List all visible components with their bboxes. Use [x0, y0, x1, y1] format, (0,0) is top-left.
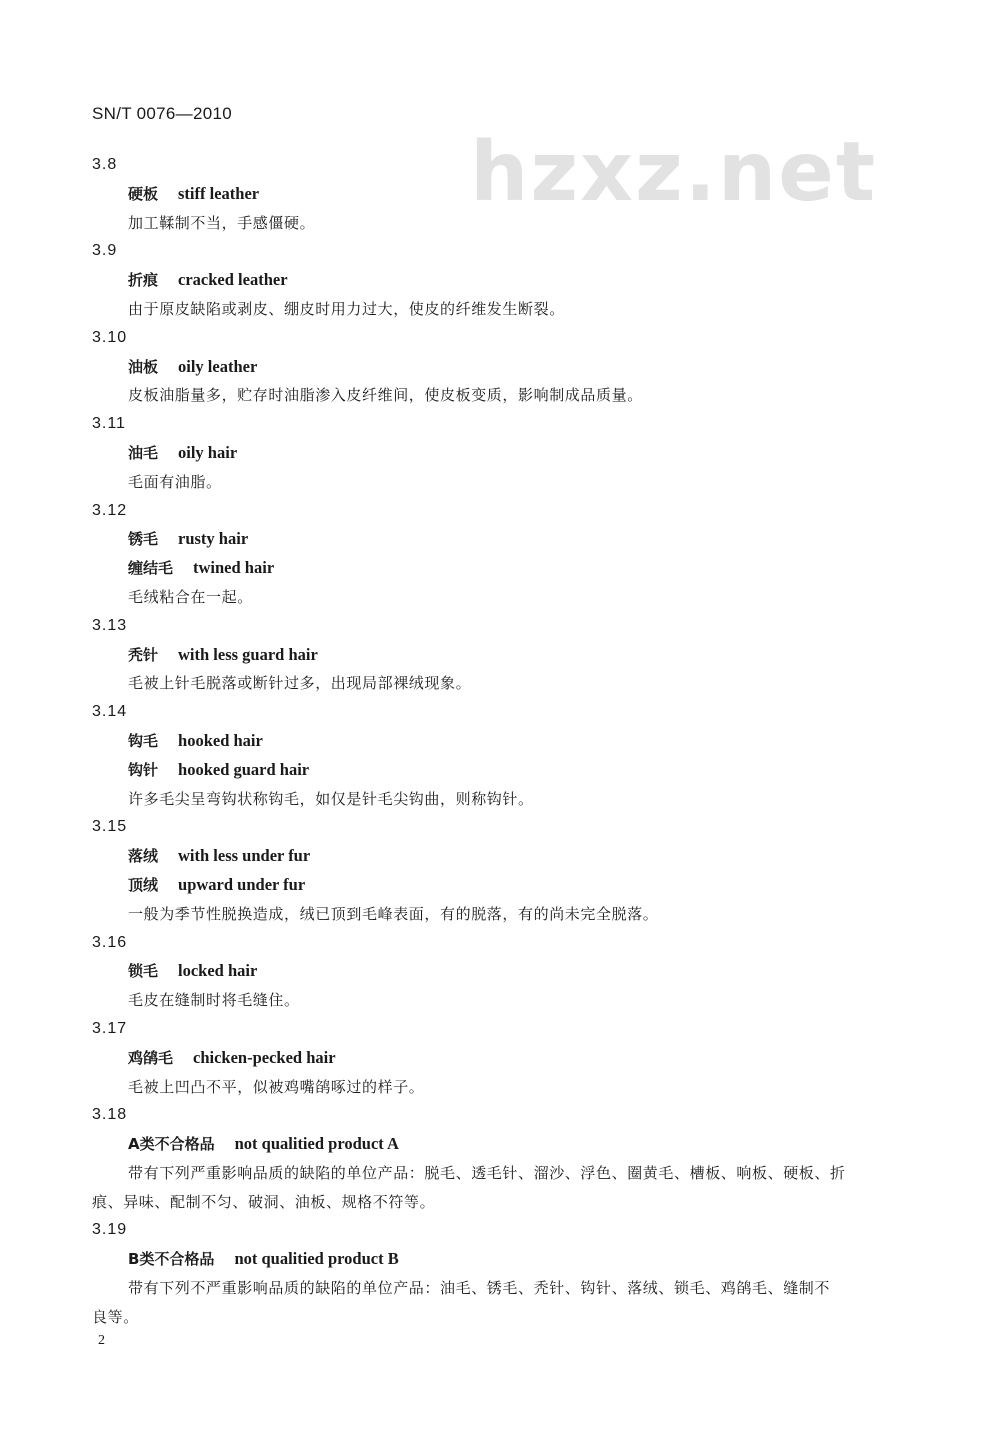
term-chinese: 油毛 [128, 443, 159, 462]
term-chinese: 钩针 [128, 760, 159, 779]
term-line [128, 1245, 399, 1274]
definition-line: 许多毛尖呈弯钩状称钩毛，如仅是针毛尖钩曲，则称钩针。 [128, 789, 534, 808]
term-line [128, 180, 259, 209]
term-chinese: 锈毛 [128, 530, 159, 549]
definition-line: 皮板油脂量多，贮存时油脂渗入皮纤维间，使皮板变质，影响制成品质量。 [128, 386, 643, 405]
entry-number: 3.16 [92, 933, 128, 951]
entry-number: 3.18 [92, 1106, 128, 1124]
term-chinese: 顶绒 [128, 875, 159, 894]
term-english: locked hair [178, 961, 258, 981]
term-chinese: 折痕 [128, 271, 159, 290]
term-line [128, 756, 309, 785]
terms-definitions-list [0, 151, 1000, 1332]
term-line [128, 871, 305, 900]
term-chinese: 油板 [128, 357, 159, 376]
definition-line: 一般为季节性脱换造成，绒已顶到毛峰表面，有的脱落，有的尚未完全脱落。 [128, 904, 659, 923]
definition-line: 由于原皮缺陷或剥皮、绷皮时用力过大，使皮的纤维发生断裂。 [128, 299, 565, 318]
term-chinese: 缠结毛 [128, 559, 174, 578]
entry-number: 3.15 [92, 818, 128, 836]
term-chinese: 秃针 [128, 645, 159, 664]
term-english: oily leather [178, 356, 258, 376]
term-chinese: B类不合格品 [128, 1250, 215, 1269]
term-line [128, 641, 318, 670]
term-chinese: 鸡鹐毛 [128, 1048, 174, 1067]
term-chinese: 硬板 [128, 184, 159, 203]
term-english: oily hair [178, 442, 238, 462]
page-number: 2 [98, 1333, 105, 1348]
term-line [128, 957, 257, 986]
entry-number: 3.19 [92, 1221, 128, 1239]
term-english: twined hair [193, 558, 275, 578]
definition-line: 良等。 [92, 1307, 139, 1326]
term-english: upward under fur [178, 874, 306, 894]
term-english: rusty hair [178, 529, 249, 549]
document-code-header: SN/T 0076—2010 [92, 104, 232, 123]
entry-number: 3.9 [92, 242, 118, 260]
term-english: cracked leather [178, 270, 288, 290]
definition-line: 毛被上凹凸不平，似被鸡嘴鹐啄过的样子。 [128, 1077, 425, 1096]
term-english: hooked guard hair [178, 759, 310, 779]
definition-line: 加工鞣制不当，手感僵硬。 [128, 213, 316, 232]
definition-line: 毛面有油脂。 [128, 472, 222, 491]
definition-line: 带有下列不严重影响品质的缺陷的单位产品：油毛、锈毛、秃针、钩针、落绒、锁毛、鸡鹐毛、缝制不 [128, 1279, 831, 1298]
watermark: hzxz.net [470, 125, 878, 220]
term-line [128, 842, 310, 871]
definition-line: 毛皮在缝制时将毛缝住。 [128, 991, 300, 1010]
term-chinese: 落绒 [128, 847, 159, 866]
entry-number: 3.13 [92, 616, 128, 634]
entry-number: 3.12 [92, 501, 128, 519]
term-chinese: A类不合格品 [128, 1135, 215, 1154]
term-line [128, 1044, 336, 1073]
term-line [128, 727, 263, 756]
term-line [128, 439, 237, 468]
definition-line: 毛绒粘合在一起。 [128, 587, 253, 606]
term-english: with less guard hair [178, 644, 318, 664]
term-chinese: 钩毛 [128, 731, 159, 750]
term-english: not qualitied product A [234, 1134, 399, 1154]
term-english: hooked hair [178, 730, 263, 750]
entry-number: 3.11 [92, 415, 126, 433]
entry-number: 3.14 [92, 703, 128, 721]
term-chinese: 锁毛 [128, 962, 159, 981]
term-english: with less under fur [178, 846, 311, 866]
definition-line: 痕、异味、配制不匀、破洞、油板、规格不符等。 [92, 1192, 436, 1211]
term-english: chicken-pecked hair [193, 1047, 336, 1067]
term-line [128, 1130, 399, 1159]
term-english: stiff leather [178, 183, 260, 203]
definition-line: 带有下列严重影响品质的缺陷的单位产品：脱毛、透毛针、溜沙、浮色、圈黄毛、槽板、响板、硬板、折 [128, 1163, 846, 1182]
term-line [128, 525, 248, 554]
term-line [128, 353, 257, 382]
entry-number: 3.8 [92, 156, 118, 173]
entry-number: 3.17 [92, 1019, 128, 1037]
term-line [128, 554, 274, 583]
definition-line: 毛被上针毛脱落或断针过多，出现局部裸绒现象。 [128, 674, 472, 693]
term-english: not qualitied product B [234, 1249, 399, 1269]
term-line [128, 266, 288, 295]
entry-number: 3.10 [92, 328, 128, 346]
